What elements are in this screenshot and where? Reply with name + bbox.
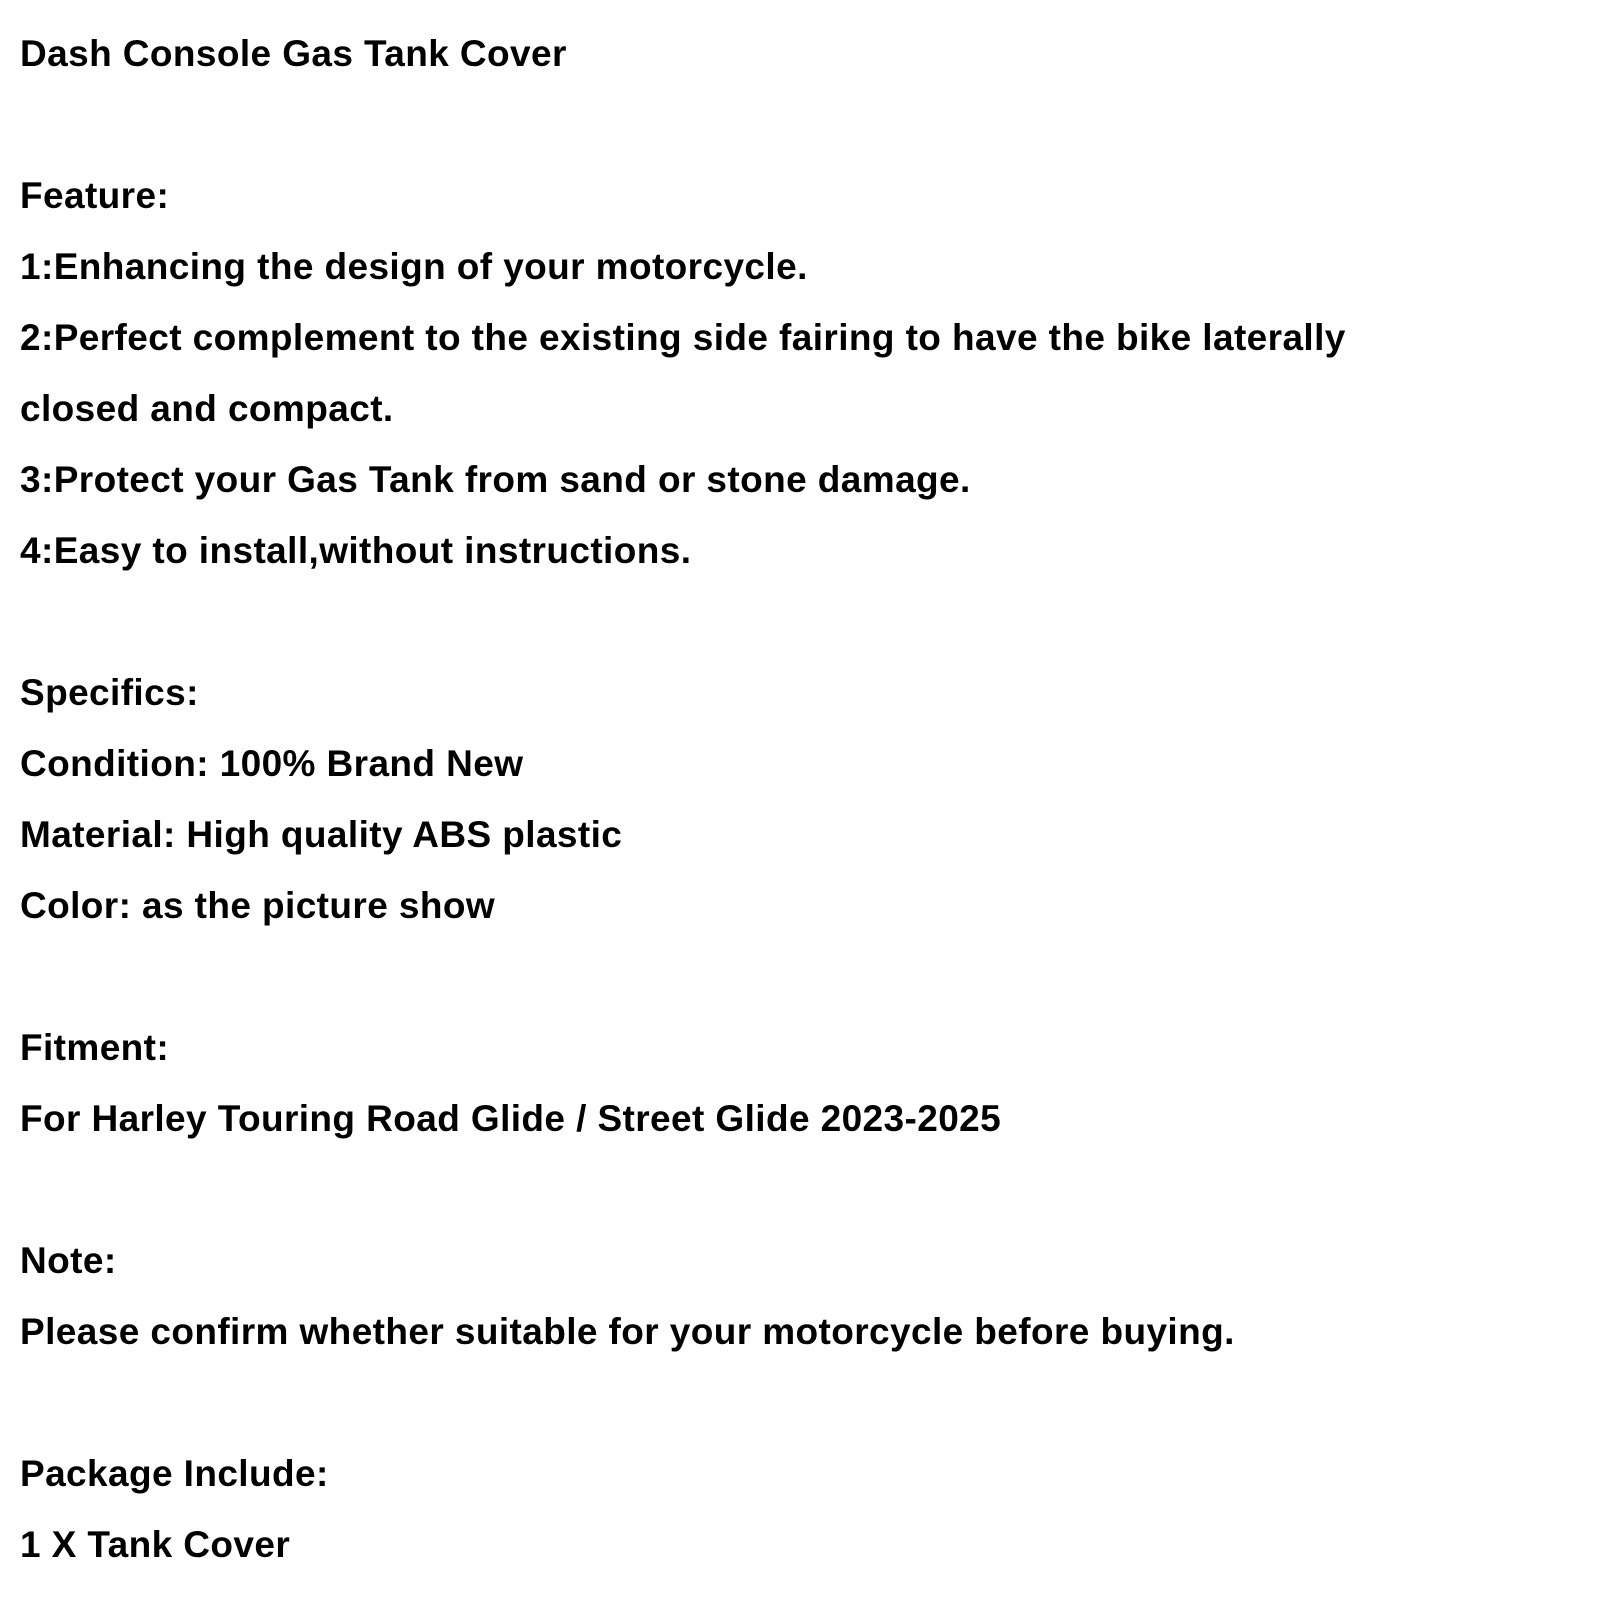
package-heading: Package Include: <box>20 1453 329 1494</box>
feature-item-2-continued: closed and compact. <box>20 388 394 429</box>
fitment-heading: Fitment: <box>20 1027 170 1068</box>
spacer <box>20 1367 1580 1438</box>
page-title: Dash Console Gas Tank Cover <box>20 33 567 74</box>
specifics-heading: Specifics: <box>20 672 199 713</box>
feature-item-4: 4:Easy to install,without instructions. <box>20 530 692 571</box>
spec-material: Material: High quality ABS plastic <box>20 814 623 855</box>
fitment-text: For Harley Touring Road Glide / Street Glide 2023-2025 <box>20 1098 1002 1139</box>
feature-item-2: 2:Perfect complement to the existing side fairing to have the bike laterally <box>20 317 1346 358</box>
note-heading: Note: <box>20 1240 117 1281</box>
package-text: 1 X Tank Cover <box>20 1524 291 1565</box>
spec-condition: Condition: 100% Brand New <box>20 743 524 784</box>
spacer <box>20 586 1580 657</box>
product-description <box>20 18 1580 1580</box>
feature-item-1: 1:Enhancing the design of your motorcycle. <box>20 246 808 287</box>
note-text: Please confirm whether suitable for your motorcycle before buying. <box>20 1311 1235 1352</box>
spec-color: Color: as the picture show <box>20 885 496 926</box>
spacer <box>20 941 1580 1012</box>
feature-item-3: 3:Protect your Gas Tank from sand or stone damage. <box>20 459 971 500</box>
spacer <box>20 89 1580 160</box>
feature-heading: Feature: <box>20 175 170 216</box>
spacer <box>20 1154 1580 1225</box>
